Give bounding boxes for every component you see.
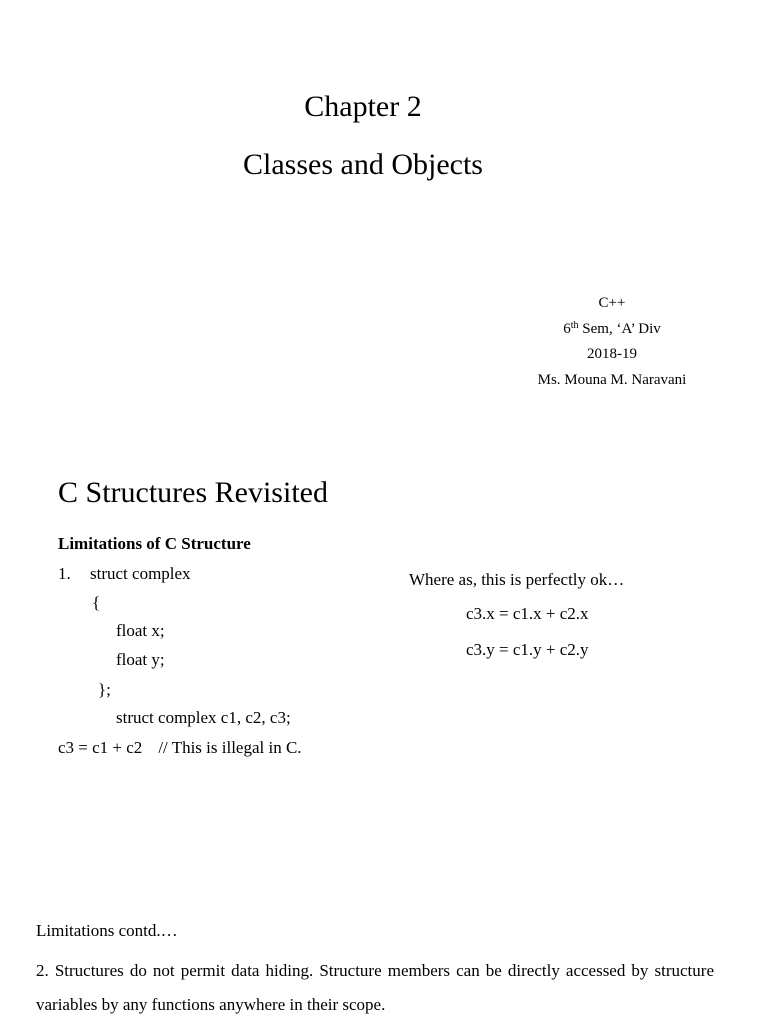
list-number: 1.	[58, 564, 71, 583]
valid-example-line-2: c3.y = c1.y + c2.y	[466, 640, 589, 659]
semester-number: 6	[563, 320, 571, 337]
limitations-heading: Limitations of C Structure	[58, 534, 251, 553]
valid-example-line-1: c3.x = c1.x + c2.x	[466, 604, 589, 623]
code-struct-declaration: struct complex	[90, 564, 191, 583]
code-comment: // This is illegal in C.	[158, 738, 302, 757]
semester-ordinal: th	[570, 319, 579, 331]
code-variable-declaration: struct complex c1, c2, c3;	[116, 708, 291, 727]
code-member-y: float y;	[116, 650, 165, 669]
code-member-x: float x;	[116, 621, 165, 640]
code-open-brace: {	[92, 593, 101, 612]
academic-year: 2018-19	[587, 346, 637, 362]
limitation-point-2: 2. Structures do not permit data hiding. Structure members can be directly accessed by structure variables by any functions anywhere in their scope.	[36, 961, 714, 1014]
limitations-continued-heading: Limitations contd.…	[36, 921, 178, 940]
semester-division-text: Sem, ‘A’ Div	[578, 320, 661, 337]
code-statement: c3 = c1 + c2	[58, 738, 143, 757]
course-info-block	[520, 291, 704, 393]
valid-example-heading: Where as, this is perfectly ok…	[409, 570, 625, 589]
instructor-name: Ms. Mouna M. Naravani	[537, 371, 687, 388]
chapter-title: Chapter 2	[304, 90, 422, 123]
code-line-1	[58, 564, 191, 584]
code-close-brace: };	[98, 680, 111, 699]
code-illegal-statement	[58, 738, 302, 758]
section-heading: C Structures Revisited	[58, 476, 328, 509]
semester-division	[520, 317, 704, 343]
chapter-subtitle: Classes and Objects	[243, 148, 483, 181]
course-name: C++	[598, 295, 626, 311]
